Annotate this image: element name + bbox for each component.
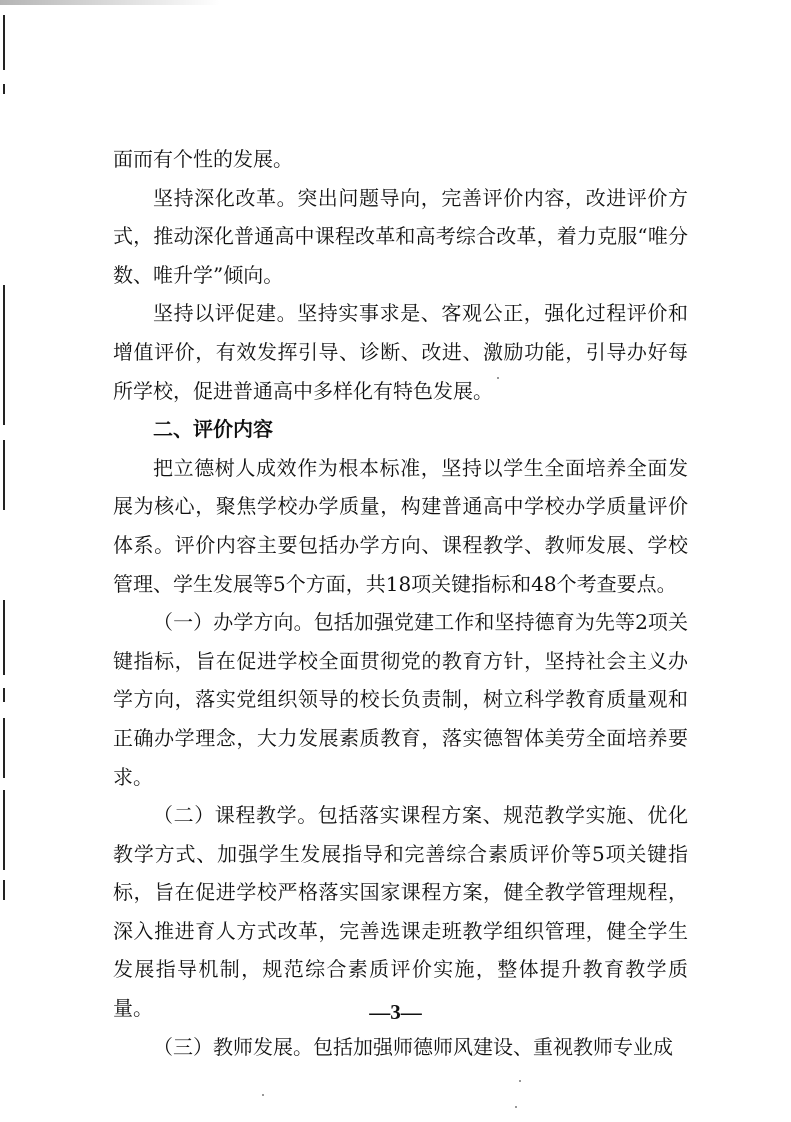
- paragraph-content-overview: 把立德树人成效作为根本标准，坚持以学生全面培养全面发展为核心，聚焦学校办学质量，构建普通高中学校办学质量评价体系。评价内容主要包括办学方向、课程教学、教师发展、学校管理、学生发展等5个方面，共18项关键指标和48个考查要点。: [113, 455, 688, 596]
- binding-mark: [3, 880, 5, 900]
- binding-mark: [3, 440, 5, 510]
- section-heading-evaluation-content: 二、评价内容: [153, 417, 273, 442]
- scan-speck: [262, 1094, 264, 1096]
- binding-mark: [3, 790, 5, 870]
- paragraph-continued: 面而有个性的发展。: [113, 147, 293, 171]
- paragraph-teacher-development: （三）教师发展。包括加强师德师风建设、重视教师专业成: [153, 1034, 673, 1059]
- paragraph-deepen-reform: 坚持深化改革。突出问题导向，完善评价内容，改进评价方式，推动深化普通高中课程改革和高考综合改革，着力克服“唯分数、唯升学”倾向。: [113, 185, 688, 287]
- binding-mark: [3, 84, 5, 94]
- paragraph-school-direction: （一）办学方向。包括加强党建工作和坚持德育为先等2项关键指标，旨在促进学校全面贯彻党的教育方针，坚持社会主义办学方向，落实党组织领导的校长负责制，树立科学教育质量观和正确办学理念，大力发展素质教育，落实德智体美劳全面培养要求。: [113, 610, 688, 789]
- binding-mark: [3, 688, 5, 702]
- binding-mark: [3, 15, 5, 70]
- binding-mark: [3, 285, 5, 425]
- scan-edge-shadow: [0, 0, 220, 5]
- scan-speck: [515, 1106, 517, 1108]
- binding-margin-marks: [0, 0, 20, 1122]
- paragraph-curriculum-teaching: （二）课程教学。包括落实课程方案、规范教学实施、优化教学方式、加强学生发展指导和完善综合素质评价等5项关键指标，旨在促进学校严格落实国家课程方案，健全教学管理规程，深入推进育人方式改革，完善选课走班教学组织管理，健全学生发展指导机制，规范综合素质评价实施，整体提升教育教学质量。: [113, 803, 688, 1021]
- paragraph-evaluate-to-build: 坚持以评促建。坚持实事求是、客观公正，强化过程评价和增值评价，有效发挥引导、诊断、改进、激励功能，引导办好每所学校，促进普通高中多样化有特色发展。: [113, 301, 688, 403]
- page-number: —3—: [369, 1000, 422, 1024]
- scan-speck: [519, 1080, 521, 1082]
- binding-mark: [3, 600, 5, 675]
- binding-mark: [3, 718, 5, 778]
- document-body: [113, 140, 688, 1066]
- scan-speck: [497, 377, 499, 379]
